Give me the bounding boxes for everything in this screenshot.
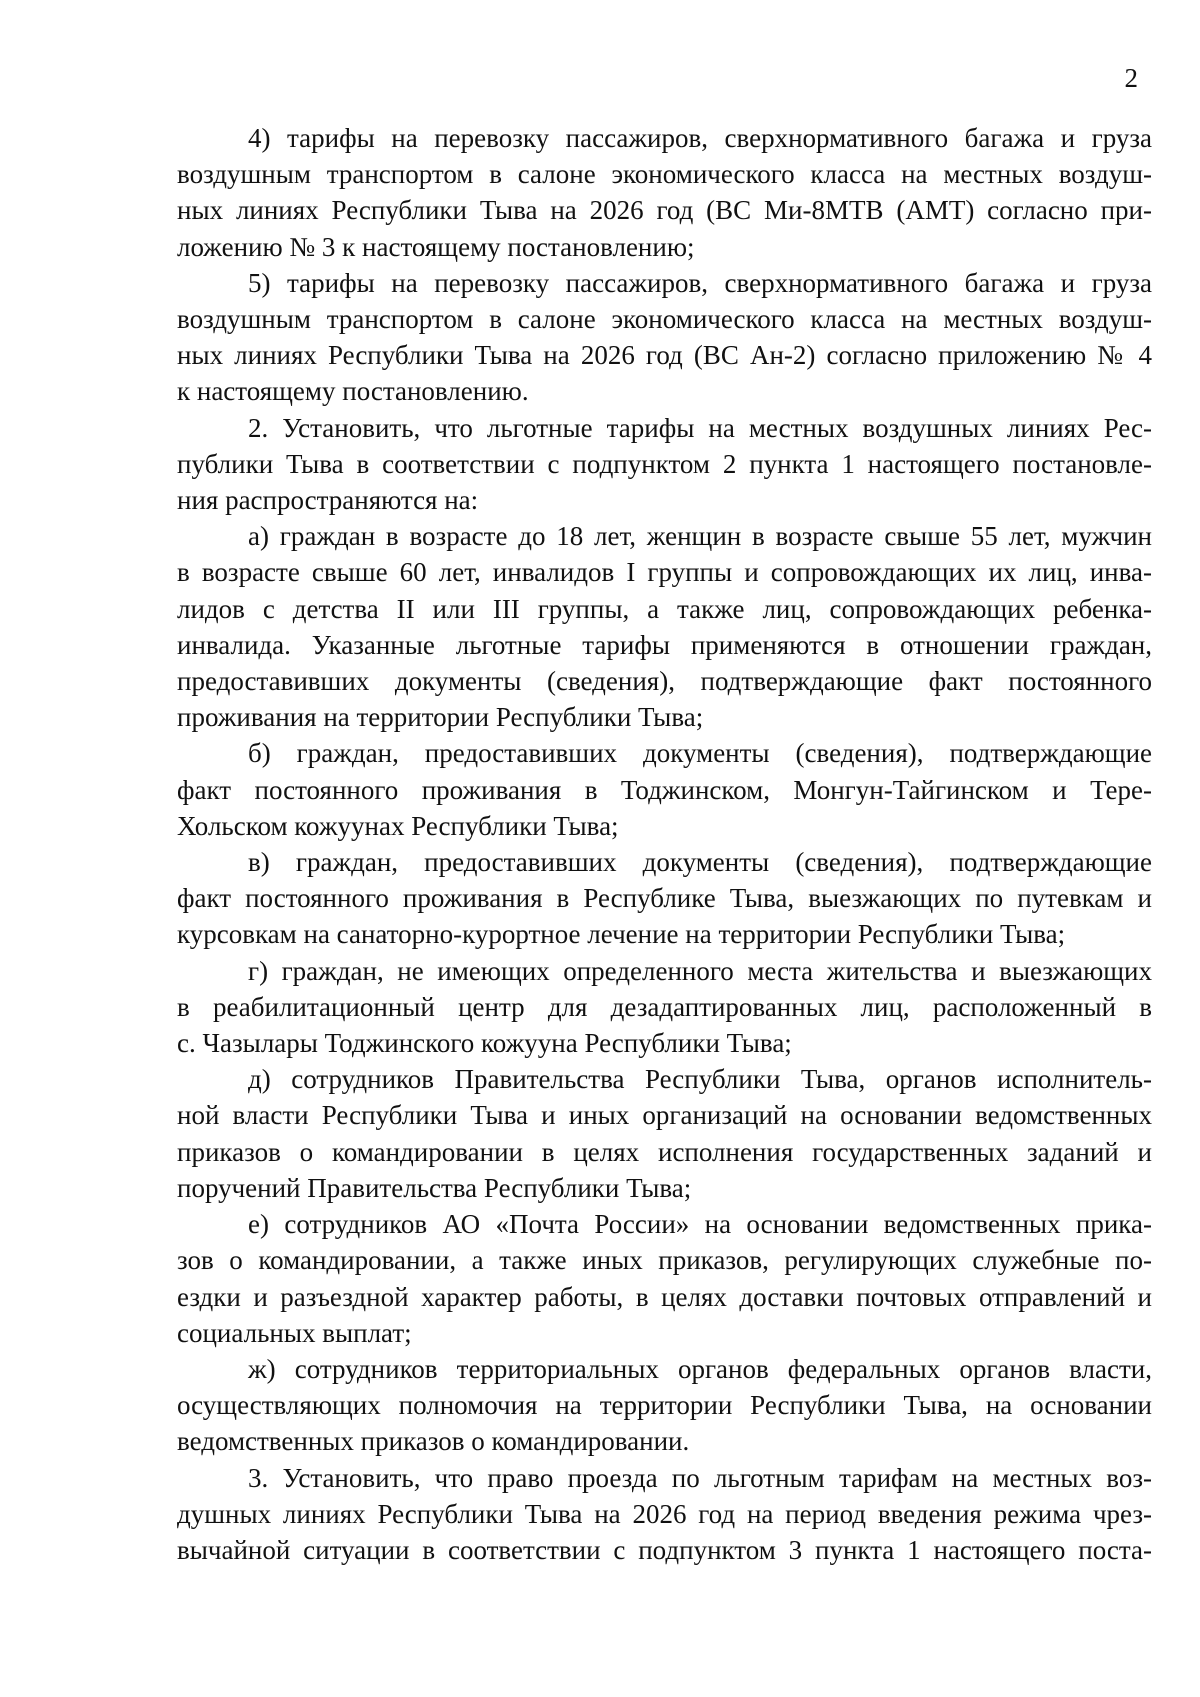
text-line: факт постоянного проживания в Республике Тыва, выезжающих по путевкам и — [177, 883, 1152, 914]
paragraph — [177, 1206, 1152, 1351]
text-line: в) граждан, предоставивших документы (сведения), подтверждающие — [248, 847, 1152, 878]
paragraph — [177, 518, 1152, 735]
text-line: приказов о командировании в целях исполнения государственных заданий и — [177, 1136, 1152, 1167]
paragraph — [177, 1460, 1152, 1569]
text-line: публики Тыва в соответствии с подпунктом 2 пункта 1 настоящего постановле- — [177, 448, 1152, 479]
text-line: ния распространяются на: — [177, 485, 479, 516]
text-line: вычайной ситуации в соответствии с подпунктом 3 пункта 1 настоящего поста- — [177, 1534, 1152, 1565]
paragraph — [177, 120, 1152, 265]
text-line: предоставивших документы (сведения), подтверждающие факт постоянного — [177, 666, 1152, 697]
text-line: социальных выплат; — [177, 1317, 412, 1348]
text-line: 3. Установить, что право проезда по льготным тарифам на местных воз- — [248, 1462, 1152, 1493]
text-line: ной власти Республики Тыва и иных организаций на основании ведомственных — [177, 1100, 1152, 1131]
text-line: ных линиях Республики Тыва на 2026 год (ВС Ан-2) согласно приложению № 4 — [177, 340, 1152, 371]
text-line: ных линиях Республики Тыва на 2026 год (ВС Ми-8МТВ (АМТ) согласно при- — [177, 195, 1152, 226]
text-line: воздушным транспортом в салоне экономического класса на местных воздуш- — [177, 159, 1152, 190]
text-line: ж) сотрудников территориальных органов федеральных органов власти, — [248, 1353, 1152, 1384]
paragraph — [177, 1061, 1152, 1206]
text-line: 4) тарифы на перевозку пассажиров, сверхнормативного багажа и груза — [248, 123, 1152, 153]
text-line: воздушным транспортом в салоне экономического класса на местных воздуш- — [177, 304, 1152, 335]
paragraph — [177, 265, 1152, 410]
text-line: г) граждан, не имеющих определенного места жительства и выезжающих — [248, 955, 1152, 986]
text-line: лидов с детства II или III группы, а также лиц, сопровождающих ребенка- — [177, 593, 1152, 624]
text-line: ложению № 3 к настоящему постановлению; — [177, 231, 695, 262]
document-body — [177, 120, 1152, 1568]
text-line: д) сотрудников Правительства Республики Тыва, органов исполнитель- — [248, 1064, 1152, 1095]
text-line: поручений Правительства Республики Тыва; — [177, 1172, 692, 1203]
text-line: зов о командировании, а также иных приказов, регулирующих служебные по- — [177, 1245, 1152, 1276]
page-number: 2 — [1124, 63, 1138, 93]
text-line: в возрасте свыше 60 лет, инвалидов I группы и сопровождающих их лиц, инва- — [177, 557, 1152, 588]
text-line: с. Чазылары Тоджинского кожууна Республики Тыва; — [177, 1028, 792, 1059]
text-line: в реабилитационный центр для дезадаптированных лиц, расположенный в — [177, 991, 1152, 1022]
text-line: курсовкам на санаторно-курортное лечение на территории Республики Тыва; — [177, 919, 1066, 950]
text-line: факт постоянного проживания в Тоджинском, Монгун-Тайгинском и Тере- — [177, 774, 1152, 805]
paragraph — [177, 735, 1152, 844]
text-line: Хольском кожуунах Республики Тыва; — [177, 810, 619, 841]
text-line: б) граждан, предоставивших документы (сведения), подтверждающие — [248, 738, 1152, 769]
text-line: осуществляющих полномочия на территории Республики Тыва, на основании — [177, 1390, 1152, 1421]
text-line: а) граждан в возрасте до 18 лет, женщин в возрасте свыше 55 лет, мужчин — [248, 521, 1152, 552]
text-line: 2. Установить, что льготные тарифы на местных воздушных линиях Рес- — [248, 412, 1152, 443]
text-line: ведомственных приказов о командировании. — [177, 1426, 690, 1457]
text-line: е) сотрудников АО «Почта России» на основании ведомственных прика- — [248, 1209, 1152, 1240]
text-line: к настоящему постановлению. — [177, 376, 529, 407]
paragraph — [177, 410, 1152, 519]
text-line: душных линиях Республики Тыва на 2026 год на период введения режима чрез- — [177, 1498, 1152, 1529]
text-line: 5) тарифы на перевозку пассажиров, сверхнормативного багажа и груза — [248, 267, 1152, 298]
text-line: инвалида. Указанные льготные тарифы применяются в отношении граждан, — [177, 629, 1152, 660]
text-line: проживания на территории Республики Тыва; — [177, 702, 704, 733]
paragraph — [177, 844, 1152, 953]
paragraph — [177, 1351, 1152, 1460]
paragraph — [177, 953, 1152, 1062]
text-line: ездки и разъездной характер работы, в целях доставки почтовых отправлений и — [177, 1281, 1152, 1312]
